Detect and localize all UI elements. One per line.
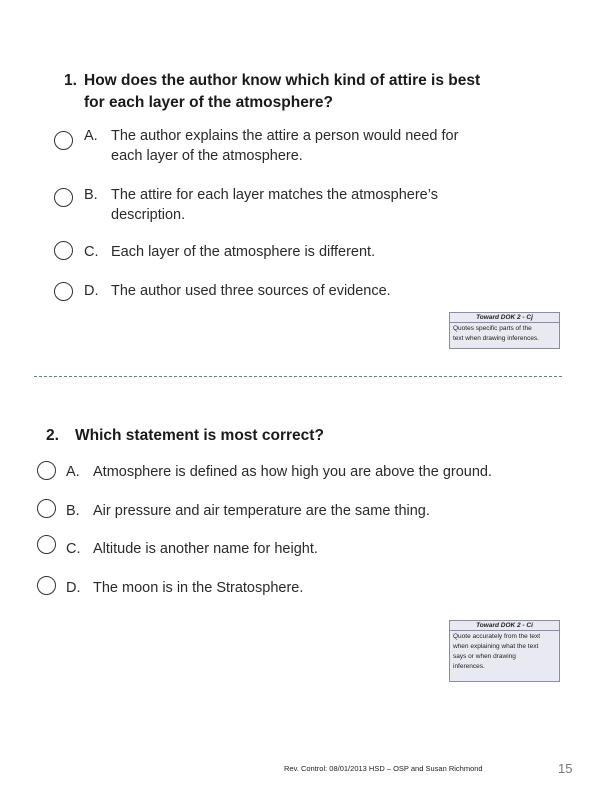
q1-dok-body	[450, 323, 559, 346]
q2-option-a-bubble[interactable]	[37, 461, 56, 480]
q2-dok-body	[450, 631, 559, 674]
q2-dok-line-3: says or when drawing	[453, 653, 516, 660]
question-2-text: Which statement is most correct?	[75, 427, 324, 444]
q1-option-a-letter: A.	[84, 128, 98, 144]
q2-option-c-letter: C.	[66, 541, 81, 557]
question-1-line-2: for each layer of the atmosphere?	[84, 94, 333, 111]
q2-dok-line-4: inferences.	[453, 663, 485, 670]
page-number: 15	[558, 761, 573, 776]
q2-option-d-text: The moon is in the Stratosphere.	[93, 580, 304, 596]
q2-option-a-text: Atmosphere is defined as how high you are above the ground.	[93, 464, 493, 480]
q1-option-c-bubble[interactable]	[54, 241, 73, 260]
q1-dok-box	[449, 312, 560, 349]
footer-revision: Rev. Control: 08/01/2013 HSD – OSP and Susan Richmond	[284, 764, 483, 773]
q2-option-b-text: Air pressure and air temperature are the same thing.	[93, 503, 430, 519]
q2-dok-header: Toward DOK 2 - Ci	[450, 621, 559, 631]
q1-option-b-text-1: The attire for each layer matches the atmosphere’s	[111, 187, 438, 203]
q2-dok-line-1: Quote accurately from the text	[453, 633, 541, 640]
q1-option-d-text: The author used three sources of evidence.	[111, 283, 391, 299]
q1-option-d-bubble[interactable]	[54, 282, 73, 301]
q1-option-a-text-1: The author explains the attire a person would need for	[111, 128, 459, 144]
q2-option-d-letter: D.	[66, 580, 81, 596]
q1-dok-line-2: text when drawing inferences.	[453, 335, 539, 342]
q2-option-b-letter: B.	[66, 503, 80, 519]
q1-option-c-letter: C.	[84, 244, 99, 260]
q2-option-d-bubble[interactable]	[37, 576, 56, 595]
q1-option-b-text-2: description.	[111, 207, 186, 223]
q1-option-a-bubble[interactable]	[54, 131, 73, 150]
q1-option-b-letter: B.	[84, 187, 98, 203]
q2-option-c-text: Altitude is another name for height.	[93, 541, 318, 557]
q1-option-d-letter: D.	[84, 283, 99, 299]
question-1-line-1: How does the author know which kind of attire is best	[84, 72, 481, 89]
q1-option-b-bubble[interactable]	[54, 188, 73, 207]
q2-dok-line-2: when explaining what the text	[453, 643, 539, 650]
question-2-number: 2.	[46, 427, 59, 444]
q1-dok-header: Toward DOK 2 - Cj	[450, 313, 559, 323]
q2-dok-box	[449, 620, 560, 682]
section-divider	[34, 376, 562, 377]
question-1-number: 1.	[64, 72, 77, 89]
q2-option-b-bubble[interactable]	[37, 499, 56, 518]
q2-option-c-bubble[interactable]	[37, 535, 56, 554]
q1-option-c-text: Each layer of the atmosphere is different.	[111, 244, 376, 260]
q1-dok-line-1: Quotes specific parts of the	[453, 325, 532, 332]
q1-option-a-text-2: each layer of the atmosphere.	[111, 148, 303, 164]
q2-option-a-letter: A.	[66, 464, 80, 480]
